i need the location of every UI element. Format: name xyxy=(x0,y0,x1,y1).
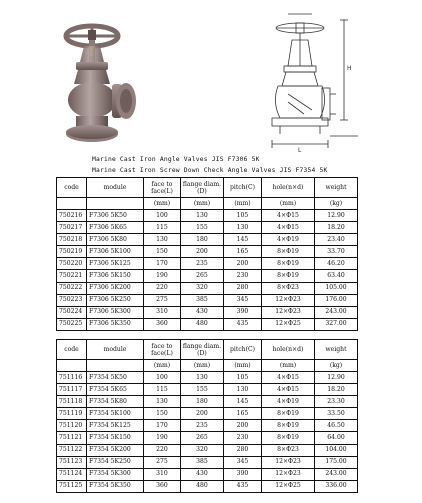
cell-weight: 243.00 xyxy=(315,306,358,318)
cell-flange: 130 xyxy=(181,210,224,222)
cell-pitch: 390 xyxy=(224,306,262,318)
header-module: module xyxy=(87,340,144,360)
unit-pitch: (mm) xyxy=(224,360,262,372)
cell-face: 220 xyxy=(144,282,181,294)
cell-code: 750222 xyxy=(57,282,87,294)
header-code: code xyxy=(57,340,87,360)
cell-flange: 130 xyxy=(181,372,224,384)
cell-code: 751121 xyxy=(57,432,87,444)
spec-table-f7306 xyxy=(56,177,358,331)
cell-face: 115 xyxy=(144,384,181,396)
cell-code: 750221 xyxy=(57,270,87,282)
cell-pitch: 145 xyxy=(224,234,262,246)
drawing-dim-height: H xyxy=(347,65,352,72)
cell-code: 751124 xyxy=(57,468,87,480)
header-face-to-face: face to face(L) xyxy=(144,178,181,198)
cell-hole: 8×Φ23 xyxy=(262,444,315,456)
cell-pitch: 165 xyxy=(224,246,262,258)
cell-weight: 63.40 xyxy=(315,270,358,282)
cell-hole: 8×Φ19 xyxy=(262,246,315,258)
cell-flange: 480 xyxy=(181,318,224,330)
header-weight: weight xyxy=(315,178,358,198)
cell-face: 130 xyxy=(144,234,181,246)
cell-code: 751119 xyxy=(57,408,87,420)
cell-pitch: 390 xyxy=(224,468,262,480)
unit-pitch: (mm) xyxy=(224,198,262,210)
cell-pitch: 435 xyxy=(224,318,262,330)
cell-face: 115 xyxy=(144,222,181,234)
cell-code: 751117 xyxy=(57,384,87,396)
cell-weight: 243.00 xyxy=(315,468,358,480)
cell-module: F7354 5K150 xyxy=(87,432,144,444)
cell-face: 170 xyxy=(144,420,181,432)
cell-flange: 385 xyxy=(181,294,224,306)
cell-code: 750218 xyxy=(57,234,87,246)
cell-pitch: 280 xyxy=(224,444,262,456)
table-row xyxy=(57,294,358,306)
cell-face: 220 xyxy=(144,444,181,456)
unit-hole: (mm) xyxy=(262,198,315,210)
cell-weight: 46.20 xyxy=(315,258,358,270)
header-face-to-face: face to face(L) xyxy=(144,340,181,360)
cell-code: 751118 xyxy=(57,396,87,408)
header-hole: hole(n×d) xyxy=(262,178,315,198)
cell-hole: 12×Φ23 xyxy=(262,468,315,480)
cell-hole: 8×Φ19 xyxy=(262,420,315,432)
cell-code: 750224 xyxy=(57,306,87,318)
table-row xyxy=(57,396,358,408)
cell-module: F7354 5K125 xyxy=(87,420,144,432)
cell-module: F7354 5K65 xyxy=(87,384,144,396)
cell-face: 150 xyxy=(144,408,181,420)
table-row xyxy=(57,420,358,432)
cell-code: 751122 xyxy=(57,444,87,456)
cell-hole: 8×Φ19 xyxy=(262,408,315,420)
table-row xyxy=(57,210,358,222)
cell-weight: 18.20 xyxy=(315,222,358,234)
cell-face: 130 xyxy=(144,396,181,408)
cell-code: 750220 xyxy=(57,258,87,270)
table-row xyxy=(57,468,358,480)
cell-face: 275 xyxy=(144,294,181,306)
cell-module: F7354 5K350 xyxy=(87,480,144,492)
cell-pitch: 230 xyxy=(224,270,262,282)
cell-module: F7354 5K300 xyxy=(87,468,144,480)
unit-module xyxy=(87,198,144,210)
cell-weight: 18.20 xyxy=(315,384,358,396)
cell-flange: 155 xyxy=(181,222,224,234)
cell-module: F7306 5K50 xyxy=(87,210,144,222)
cell-weight: 12.90 xyxy=(315,210,358,222)
cell-face: 150 xyxy=(144,246,181,258)
drawing-dim-length: L xyxy=(298,147,302,154)
cell-flange: 265 xyxy=(181,270,224,282)
cell-module: F7306 5K65 xyxy=(87,222,144,234)
cell-module: F7306 5K200 xyxy=(87,282,144,294)
cell-code: 751125 xyxy=(57,480,87,492)
cell-hole: 8×Φ23 xyxy=(262,282,315,294)
table-row xyxy=(57,384,358,396)
header-pitch: pitch(C) xyxy=(224,178,262,198)
cell-face: 310 xyxy=(144,306,181,318)
cell-face: 310 xyxy=(144,468,181,480)
cell-module: F7306 5K350 xyxy=(87,318,144,330)
unit-weight: (kg) xyxy=(315,198,358,210)
cell-hole: 4×Φ19 xyxy=(262,234,315,246)
unit-code xyxy=(57,360,87,372)
cell-flange: 235 xyxy=(181,258,224,270)
header-weight: weight xyxy=(315,340,358,360)
cell-pitch: 165 xyxy=(224,408,262,420)
cell-pitch: 345 xyxy=(224,294,262,306)
cell-hole: 4×Φ19 xyxy=(262,396,315,408)
cell-code: 751116 xyxy=(57,372,87,384)
cell-weight: 23.40 xyxy=(315,234,358,246)
cell-pitch: 105 xyxy=(224,210,262,222)
cell-hole: 4×Φ15 xyxy=(262,210,315,222)
caption-angle-valves: Marine Cast Iron Angle Valves JIS F7306 5K xyxy=(92,156,260,163)
cell-code: 751120 xyxy=(57,420,87,432)
unit-face: (mm) xyxy=(144,198,181,210)
cell-pitch: 230 xyxy=(224,432,262,444)
cell-face: 190 xyxy=(144,432,181,444)
valve-photo xyxy=(58,6,148,154)
cell-weight: 64.00 xyxy=(315,432,358,444)
cell-module: F7354 5K50 xyxy=(87,372,144,384)
table-row xyxy=(57,246,358,258)
cell-weight: 46.50 xyxy=(315,420,358,432)
unit-flange: (mm) xyxy=(181,198,224,210)
cell-flange: 200 xyxy=(181,246,224,258)
cell-pitch: 280 xyxy=(224,282,262,294)
cell-weight: 12.90 xyxy=(315,372,358,384)
cell-hole: 4×Φ15 xyxy=(262,372,315,384)
cell-pitch: 130 xyxy=(224,384,262,396)
cell-module: F7306 5K300 xyxy=(87,306,144,318)
cell-pitch: 200 xyxy=(224,258,262,270)
cell-module: F7306 5K250 xyxy=(87,294,144,306)
cell-module: F7354 5K80 xyxy=(87,396,144,408)
table-row xyxy=(57,432,358,444)
table-row xyxy=(57,258,358,270)
unit-hole: (mm) xyxy=(262,360,315,372)
cell-flange: 200 xyxy=(181,408,224,420)
cell-weight: 33.50 xyxy=(315,408,358,420)
cell-code: 750216 xyxy=(57,210,87,222)
cell-code: 750219 xyxy=(57,246,87,258)
cell-weight: 105.00 xyxy=(315,282,358,294)
cell-pitch: 105 xyxy=(224,372,262,384)
cell-module: F7354 5K200 xyxy=(87,444,144,456)
cell-pitch: 345 xyxy=(224,456,262,468)
cell-code: 750225 xyxy=(57,318,87,330)
cell-flange: 155 xyxy=(181,384,224,396)
cell-module: F7306 5K100 xyxy=(87,246,144,258)
cell-module: F7306 5K150 xyxy=(87,270,144,282)
table-row xyxy=(57,480,358,492)
cell-hole: 12×Φ23 xyxy=(262,456,315,468)
table-row xyxy=(57,222,358,234)
unit-face: (mm) xyxy=(144,360,181,372)
cell-pitch: 435 xyxy=(224,480,262,492)
cell-code: 751123 xyxy=(57,456,87,468)
cell-flange: 265 xyxy=(181,432,224,444)
header-code: code xyxy=(57,178,87,198)
cell-pitch: 200 xyxy=(224,420,262,432)
cell-hole: 4×Φ15 xyxy=(262,384,315,396)
cell-flange: 320 xyxy=(181,444,224,456)
cell-weight: 176.00 xyxy=(315,294,358,306)
cell-flange: 430 xyxy=(181,306,224,318)
cell-module: F7306 5K80 xyxy=(87,234,144,246)
cell-face: 100 xyxy=(144,372,181,384)
spec-table-f7354 xyxy=(56,339,358,493)
cell-module: F7354 5K250 xyxy=(87,456,144,468)
cell-flange: 180 xyxy=(181,396,224,408)
cell-flange: 385 xyxy=(181,456,224,468)
unit-module xyxy=(87,360,144,372)
cell-flange: 180 xyxy=(181,234,224,246)
table-row xyxy=(57,408,358,420)
unit-flange: (mm) xyxy=(181,360,224,372)
table-row xyxy=(57,270,358,282)
cell-code: 750217 xyxy=(57,222,87,234)
unit-weight: (kg) xyxy=(315,360,358,372)
cell-weight: 336.00 xyxy=(315,480,358,492)
table-row xyxy=(57,444,358,456)
header-pitch: pitch(C) xyxy=(224,340,262,360)
cell-pitch: 130 xyxy=(224,222,262,234)
cell-weight: 175.00 xyxy=(315,456,358,468)
header-module: module xyxy=(87,178,144,198)
cell-face: 360 xyxy=(144,480,181,492)
cell-module: F7354 5K100 xyxy=(87,408,144,420)
cell-code: 750223 xyxy=(57,294,87,306)
table-row xyxy=(57,456,358,468)
table-row xyxy=(57,318,358,330)
table-row xyxy=(57,306,358,318)
cell-hole: 8×Φ19 xyxy=(262,432,315,444)
cell-hole: 4×Φ15 xyxy=(262,222,315,234)
cell-pitch: 145 xyxy=(224,396,262,408)
cell-hole: 12×Φ23 xyxy=(262,294,315,306)
cell-weight: 23.30 xyxy=(315,396,358,408)
cell-weight: 104.00 xyxy=(315,444,358,456)
cell-face: 360 xyxy=(144,318,181,330)
unit-code xyxy=(57,198,87,210)
cell-flange: 480 xyxy=(181,480,224,492)
cell-flange: 320 xyxy=(181,282,224,294)
cell-face: 190 xyxy=(144,270,181,282)
cell-weight: 327.00 xyxy=(315,318,358,330)
cell-face: 100 xyxy=(144,210,181,222)
cell-hole: 12×Φ23 xyxy=(262,306,315,318)
cell-flange: 430 xyxy=(181,468,224,480)
cell-face: 170 xyxy=(144,258,181,270)
header-flange-diam: flange diam.(D) xyxy=(181,178,224,198)
header-hole: hole(n×d) xyxy=(262,340,315,360)
cell-face: 275 xyxy=(144,456,181,468)
cell-hole: 8×Φ19 xyxy=(262,258,315,270)
table-row xyxy=(57,282,358,294)
caption-check-angle-valves: Marine Cast Iron Screw Down Check Angle Valves JIS F7354 5K xyxy=(92,167,328,174)
valve-technical-drawing xyxy=(258,6,368,154)
cell-hole: 8×Φ19 xyxy=(262,270,315,282)
cell-flange: 235 xyxy=(181,420,224,432)
cell-hole: 12×Φ25 xyxy=(262,318,315,330)
header-flange-diam: flange diam.(D) xyxy=(181,340,224,360)
cell-module: F7306 5K125 xyxy=(87,258,144,270)
cell-weight: 33.70 xyxy=(315,246,358,258)
table-row xyxy=(57,372,358,384)
table-row xyxy=(57,234,358,246)
cell-hole: 12×Φ25 xyxy=(262,480,315,492)
